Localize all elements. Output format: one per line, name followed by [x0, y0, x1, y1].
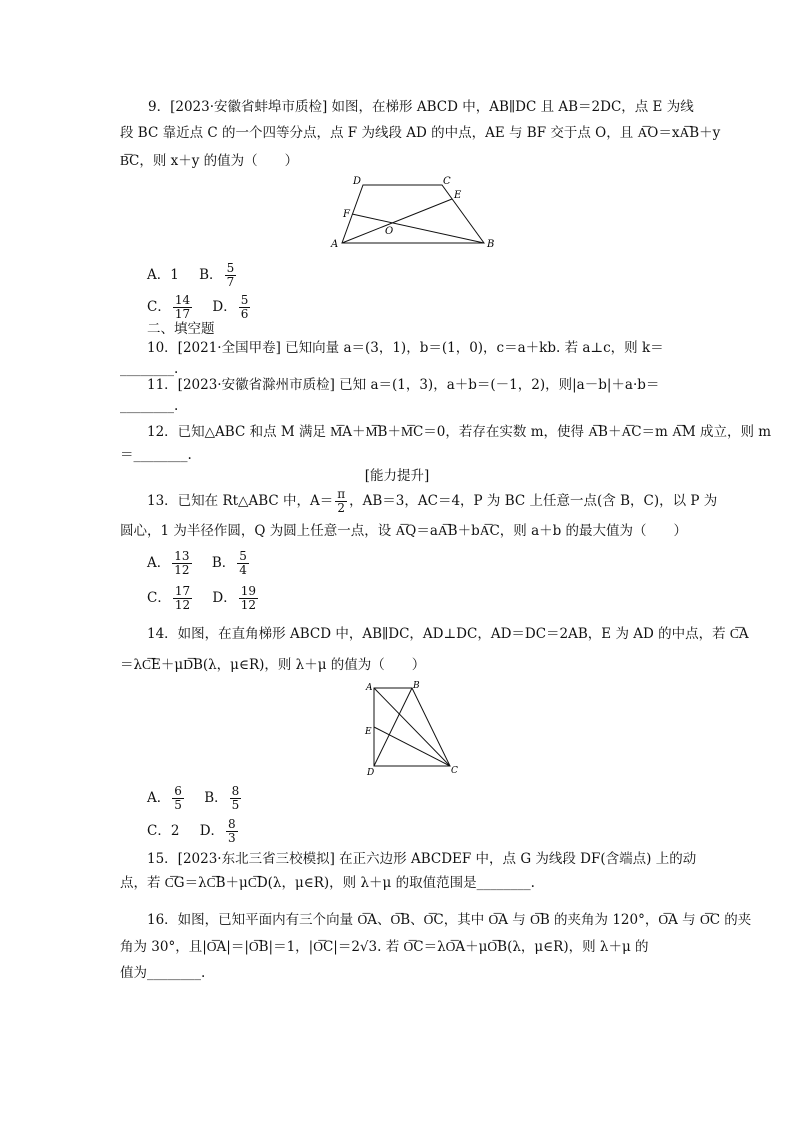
q14-option-a-prefix: A．	[147, 790, 171, 806]
q14-label-C: C	[451, 766, 458, 776]
q9-options-row2	[147, 294, 252, 321]
q9-label-F: F	[343, 209, 350, 220]
q14-option-b-prefix: B．	[204, 790, 228, 806]
q9-option-c-frac: $\frac{14}{17}$	[174, 293, 191, 321]
q14-label-B: B	[413, 681, 420, 691]
q12-line1: 12．已知△ABC 和点 M 满足 M͞A＋M͞B＋M͞C＝0，若存在实数 m，使得 A͞B＋A͞C＝m A͞M 成立，则 m	[147, 424, 772, 440]
section-ability-heading: [能力提升]	[364, 468, 430, 484]
q9-line1: 9．[2023·安徽省蚌埠市质检] 如图，在梯形 ABCD 中，AB∥DC 且 AB＝2DC，点 E 为线	[148, 99, 694, 115]
q13-line2: 圆心，1 为半径作圆，Q 为圆上任意一点，设 A͞Q＝aA͞B＋bA͞C，则 a＋b 的最大值为（ ）	[120, 523, 688, 539]
q14-line2: ＝λC͞E＋μD͞B(λ，μ∈R)，则 λ＋μ 的值为（ ）	[120, 657, 426, 673]
q13-line1-text-b: ，AB＝3，AC＝4，P 为 BC 上任意一点(含 B，C)，以 P 为	[349, 493, 718, 509]
q9-trapezoid-figure	[325, 175, 500, 250]
q13-options-row1	[147, 550, 251, 577]
q13-angle-frac: $\frac{\pi}{2}$	[337, 487, 346, 515]
q13-option-a-prefix: A．	[147, 555, 171, 571]
q9-label-E: E	[454, 190, 462, 201]
q11-line2: ________.	[120, 398, 179, 414]
q14-label-E: E	[365, 727, 372, 737]
q14-options-row2	[147, 818, 240, 845]
q9-line3: B͞C，则 x＋y 的值为（ ）	[120, 153, 299, 169]
q16-line2: 角为 30°，且|O͞A|＝|O͞B|＝1，|O͞C|＝2√3. 若 O͞C＝λO͞A＋μO͞B(λ，μ∈R)，则 λ＋μ 的	[120, 939, 649, 955]
q14-options-row1	[147, 785, 243, 812]
q9-option-b-prefix: B．	[199, 267, 223, 283]
q9-option-b-frac: $\frac{5}{7}$	[226, 261, 235, 289]
q16-line1: 16．如图，已知平面内有三个向量 O͞A、O͞B、O͞C，其中 O͞A 与 O͞B 的夹角为 120°，O͞A 与 O͞C 的夹	[147, 912, 752, 928]
q14-line1: 14．如图，在直角梯形 ABCD 中，AB∥DC，AD⊥DC，AD＝DC＝2AB，E 为 AD 的中点，若 C͞A	[147, 626, 749, 642]
q10-line1: 10．[2021·全国甲卷] 已知向量 a＝(3，1)，b＝(1，0)，c＝a＋kb. 若 a⊥c，则 k＝	[147, 340, 664, 356]
q13-line1-text-a: 13．已知在 Rt△ABC 中，A＝	[147, 493, 334, 509]
q9-label-C: C	[443, 176, 451, 187]
q9-label-D: D	[353, 176, 362, 187]
q14-right-trapezoid-figure	[360, 678, 465, 778]
q9-option-a: A．1	[147, 267, 179, 283]
q13-option-a-frac: $\frac{13}{12}$	[174, 549, 190, 577]
q9-label-O: O	[385, 226, 394, 237]
q13-option-d-frac: $\frac{19}{12}$	[240, 584, 257, 612]
q14-label-D: D	[367, 768, 375, 778]
q9-option-d-prefix: D．	[212, 299, 237, 315]
q9-label-A: A	[331, 239, 339, 250]
q9-options-row1	[147, 262, 238, 289]
q13-option-c-prefix: C．	[147, 590, 171, 606]
section-fill-in-heading: 二、填空题	[147, 321, 215, 337]
q10-line2: ________.	[120, 361, 179, 377]
q13-option-d-prefix: D．	[212, 590, 237, 606]
q13-option-b-frac: $\frac{5}{4}$	[239, 549, 247, 577]
q13-option-b-prefix: B．	[211, 555, 236, 571]
q14-label-A: A	[366, 683, 373, 693]
q9-option-c-prefix: C．	[147, 299, 171, 315]
q9-label-B: B	[487, 239, 495, 250]
q14-option-d-frac: $\frac{8}{3}$	[228, 817, 236, 845]
q15-line1: 15．[2023·东北三省三校模拟] 在正六边形 ABCDEF 中，点 G 为线段 DF(含端点) 上的动	[147, 851, 697, 867]
q13-line1	[147, 488, 717, 515]
q11-line1: 11．[2023·安徽省滁州市质检] 已知 a＝(1，3)，a＋b＝(－1，2)，则|a－b|＋a·b＝	[147, 377, 660, 393]
q13-option-c-frac: $\frac{17}{12}$	[174, 584, 191, 612]
q14-option-a-frac: $\frac{6}{5}$	[174, 784, 182, 812]
q13-options-row2	[147, 585, 260, 612]
q14-option-b-frac: $\frac{8}{5}$	[231, 784, 240, 812]
q15-line2: 点，若 C͞G＝λC͞B＋μC͞D(λ，μ∈R)，则 λ＋μ 的取值范围是________.	[120, 875, 535, 891]
q9-line2: 段 BC 靠近点 C 的一个四等分点，点 F 为线段 AD 的中点，AE 与 BF 交于点 O，且 A͞O＝xA͞B＋y	[120, 125, 721, 141]
q16-line3: 值为________.	[120, 965, 206, 981]
q9-option-d-frac: $\frac{5}{6}$	[240, 293, 249, 321]
q14-option-d-prefix: D．	[199, 823, 225, 839]
q12-line2: ＝________.	[120, 447, 192, 463]
q14-option-c: C．2	[147, 823, 180, 839]
